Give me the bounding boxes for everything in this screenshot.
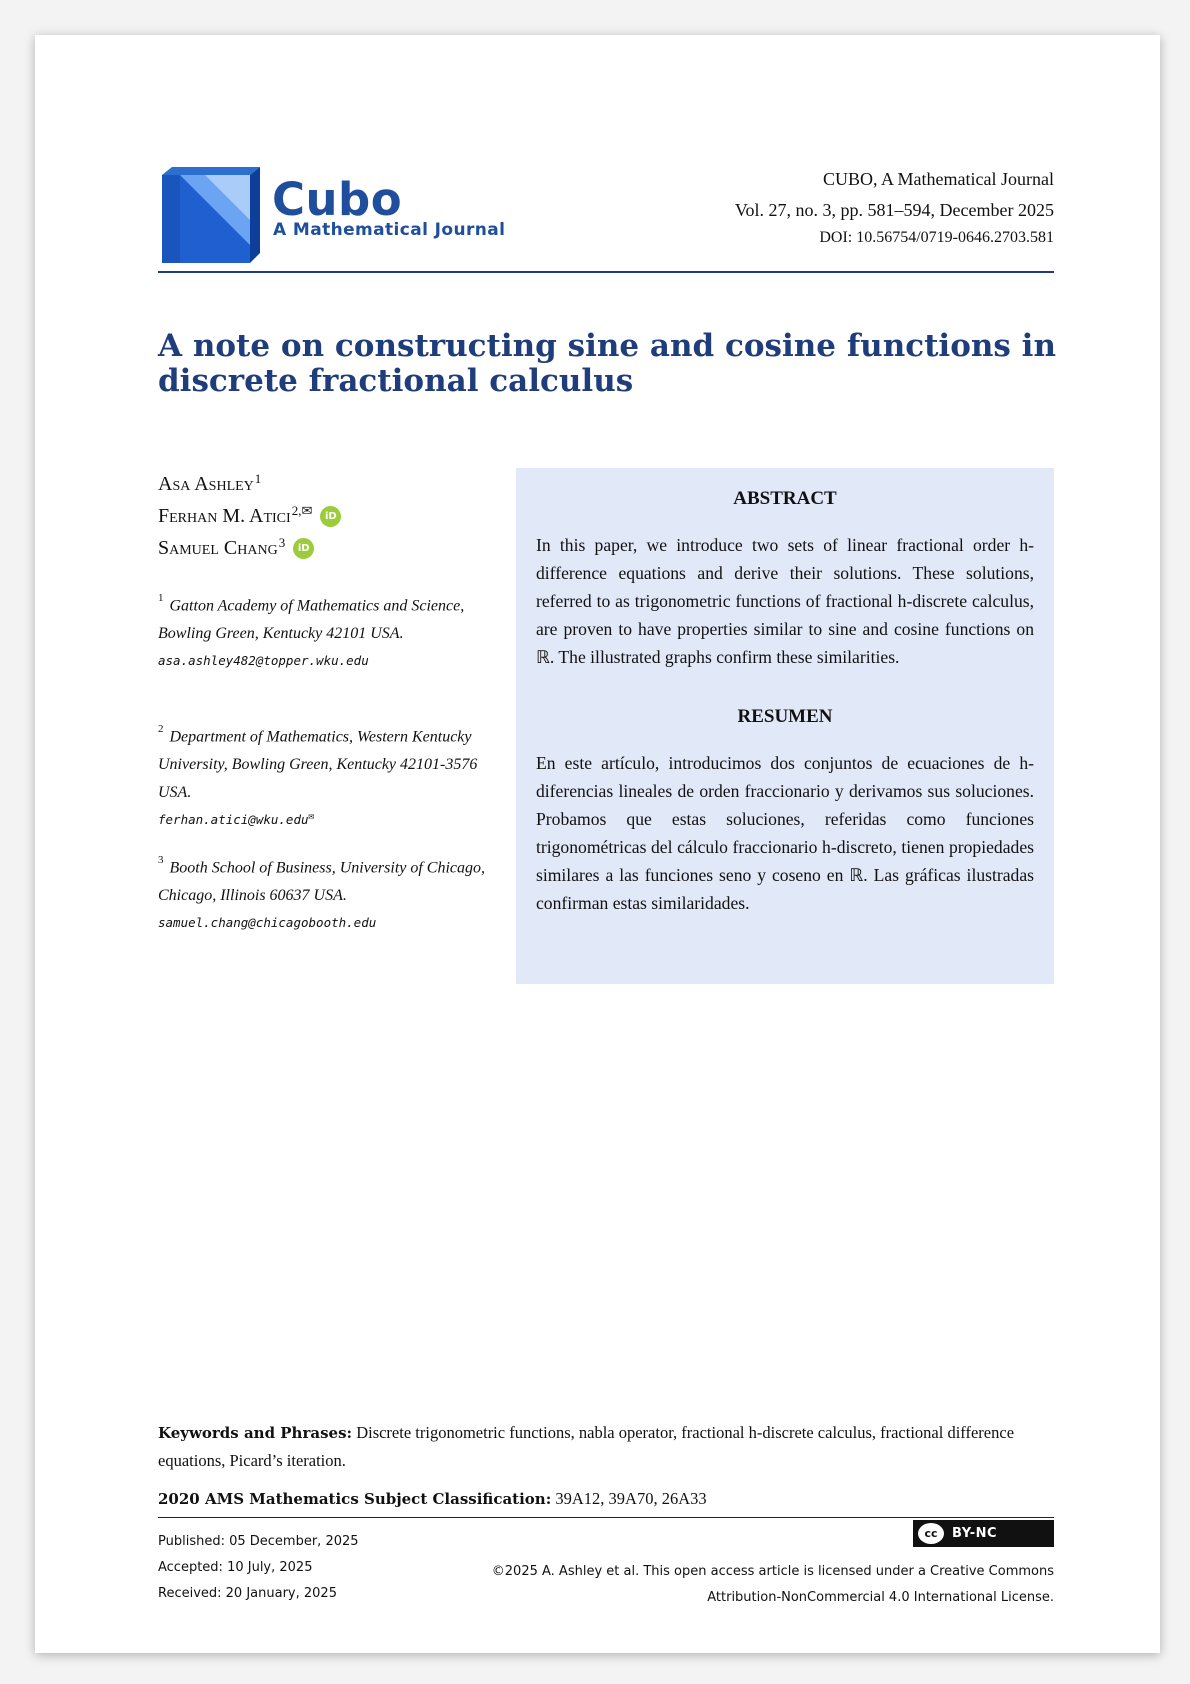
affiliation-number: 1	[158, 592, 164, 604]
author-name: Ferhan M. Atici	[158, 505, 291, 527]
abstract-box	[516, 468, 1054, 984]
author-name: Asa Ashley	[158, 473, 254, 495]
cc-badge-text: BY-NC	[952, 1526, 998, 1541]
volume-line: Vol. 27, no. 3, pp. 581–594, December 2025	[734, 200, 1054, 220]
dates-block	[158, 1529, 359, 1607]
author-sup: 2,✉	[291, 502, 313, 518]
author-sup: 1	[254, 470, 262, 486]
orcid-icon[interactable]: iD	[293, 538, 314, 559]
logo-subtitle: A Mathematical Journal	[273, 220, 506, 240]
license-line-1: ©2025 A. Ashley et al. This open access article is licensed under a Creative Commons	[491, 1564, 1054, 1579]
license-text	[492, 1559, 1054, 1611]
author-3	[158, 534, 314, 560]
keywords	[158, 1419, 1054, 1475]
resumen-heading: RESUMEN	[737, 706, 833, 727]
received-date: Received: 20 January, 2025	[158, 1586, 337, 1601]
ams-classification	[158, 1489, 1054, 1509]
email-link[interactable]: samuel.chang@chicagobooth.edu	[158, 915, 377, 931]
affiliation-text: Department of Mathematics, Western Kentucky University, Bowling Green, Kentucky 42101-3576 USA.	[158, 728, 478, 802]
ams-label: 2020 AMS Mathematics Subject Classification:	[158, 1490, 552, 1508]
cc-icon: cc	[918, 1523, 944, 1544]
header-divider	[158, 271, 1054, 273]
author-1	[158, 470, 262, 496]
email-link[interactable]: ferhan.atici@wku.edu✉	[158, 811, 315, 828]
paper-title: A note on constructing sine and cosine functions in discrete fractional calculus	[158, 328, 1056, 399]
paper-page	[35, 35, 1160, 1653]
affiliation-text: Booth School of Business, University of Chicago, Chicago, Illinois 60637 USA.	[158, 859, 486, 905]
affiliation-2	[158, 718, 488, 835]
resumen-text: En este artículo, introducimos dos conjuntos de ecuaciones de h-diferencias lineales de orden fraccionario y derivamos sus soluciones. Probamos que estas soluciones, referidas como funciones trigonométricas del cálculo fraccionario h-discreto, tienen propiedades similares a las funciones seno y coseno en ℝ. Las gráficas ilustradas confirman estas similaridades.	[536, 753, 1034, 913]
abstract-text: In this paper, we introduce two sets of linear fractional order h-difference equations and derive their solutions. These solutions, referred to as trigonometric functions of fractional h-discrete calculus, are proven to have properties similar to sine and cosine functions on ℝ. The illustrated graphs confirm these similarities.	[536, 535, 1034, 667]
email-link[interactable]: asa.ashley482@topper.wku.edu	[158, 653, 369, 669]
ams-text: 39A12, 39A70, 26A33	[555, 1489, 707, 1508]
license-line-2[interactable]: Attribution-NonCommercial 4.0 International License.	[707, 1590, 1054, 1605]
keywords-label: Keywords and Phrases:	[158, 1424, 353, 1442]
published-date: Published: 05 December, 2025	[158, 1534, 359, 1549]
accepted-date: Accepted: 10 July, 2025	[158, 1560, 313, 1575]
affiliation-number: 3	[158, 854, 164, 866]
orcid-icon[interactable]: iD	[320, 506, 341, 527]
doi-line[interactable]: DOI: 10.56754/0719-0646.2703.581	[819, 229, 1054, 246]
author-2	[158, 502, 341, 528]
journal-name: CUBO, A Mathematical Journal	[823, 169, 1054, 189]
author-sup: 3	[278, 534, 286, 550]
cc-license-badge[interactable]	[913, 1520, 1054, 1547]
affiliation-text: Gatton Academy of Mathematics and Science, Bowling Green, Kentucky 42101 USA.	[158, 597, 465, 643]
author-name: Samuel Chang	[158, 537, 278, 559]
affiliation-1	[158, 587, 488, 674]
abstract-heading: ABSTRACT	[733, 488, 837, 509]
logo-wordmark: Cubo	[272, 173, 403, 226]
keywords-text: Discrete trigonometric functions, nabla operator, fractional h-discrete calculus, fractional difference equations, Picard’s iteration.	[158, 1423, 1015, 1470]
affiliation-3	[158, 849, 488, 936]
footer-divider	[158, 1517, 1054, 1518]
mail-icon: ✉	[308, 811, 315, 823]
affiliation-number: 2	[158, 723, 164, 735]
